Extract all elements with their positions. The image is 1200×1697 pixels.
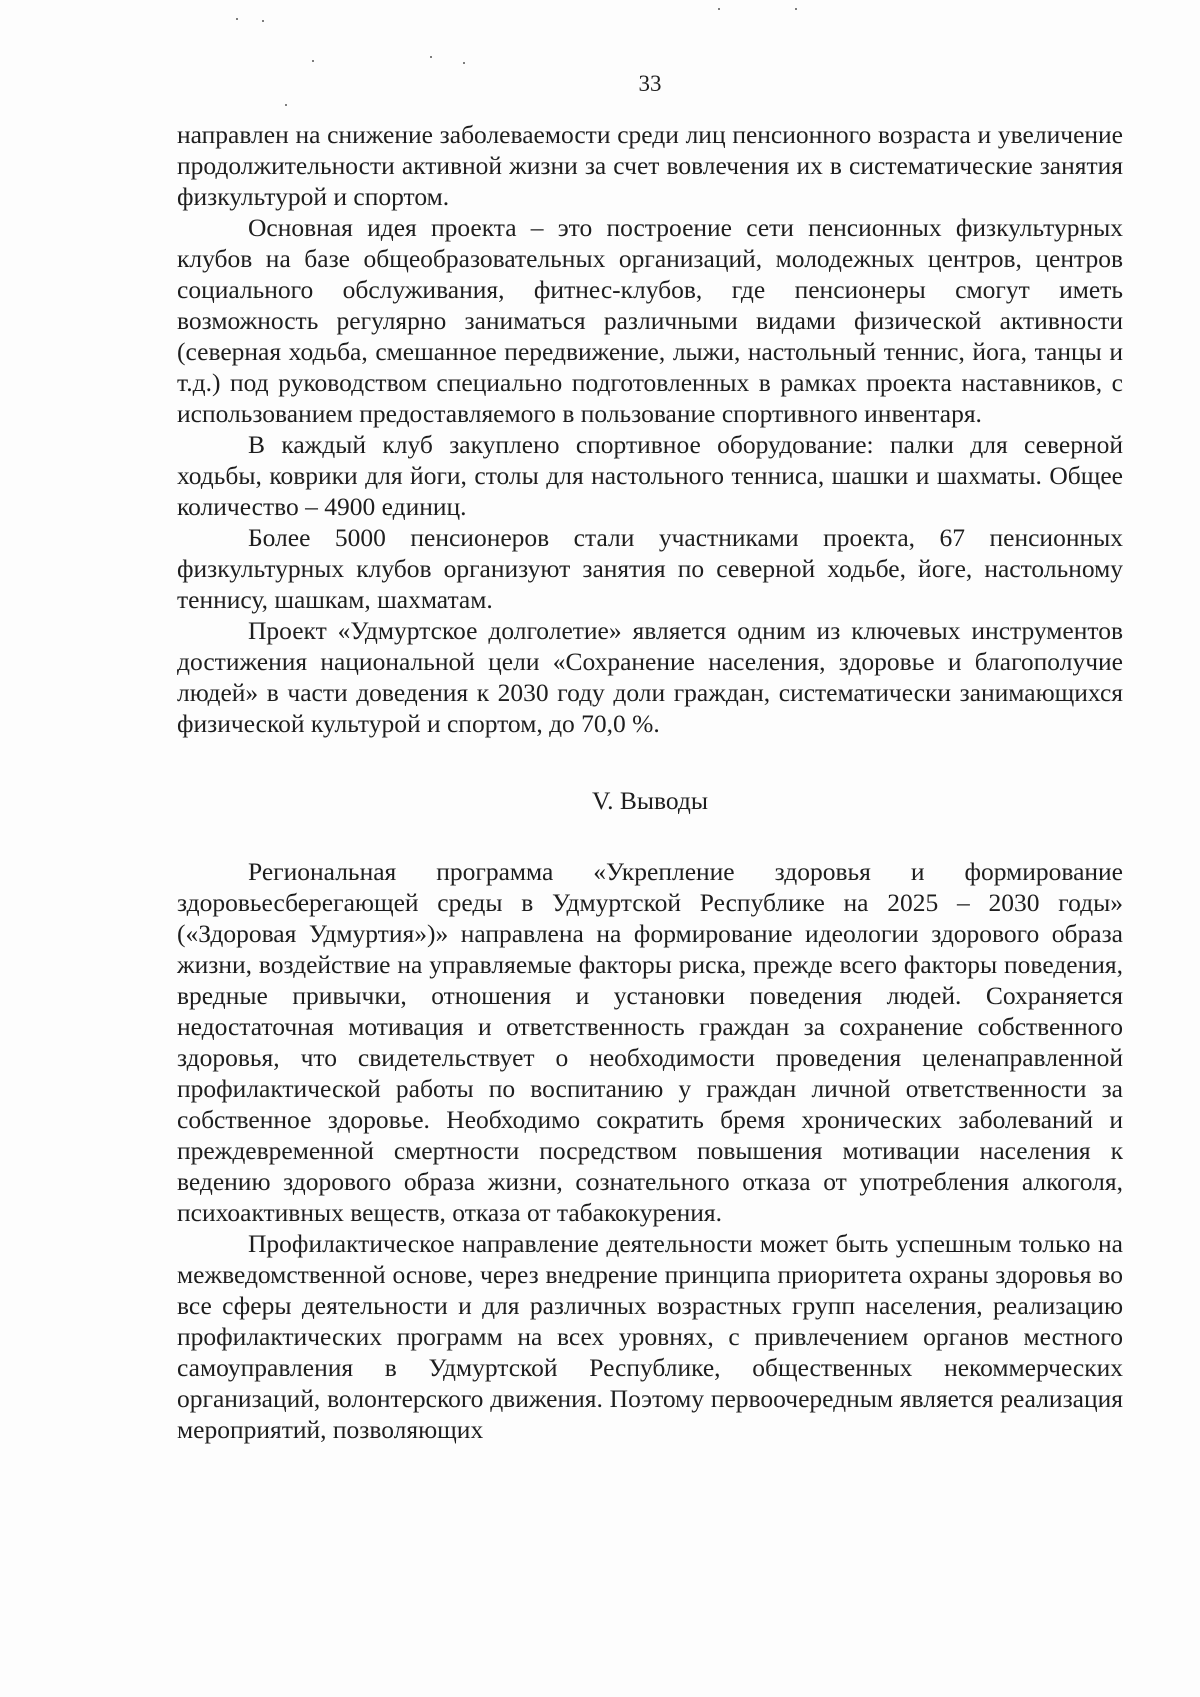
scan-speck [236, 18, 238, 20]
scan-speck [795, 8, 797, 10]
paragraph: Профилактическое направление деятельности может быть успешным только на межведомственной основе, через внедрение принципа приоритета охраны здоровья во все сферы деятельности и для различных возрастных групп населения, реализацию профилактических программ на всех уровнях, с привлечением органов местного самоуправления в Удмуртской Республике, общественных некоммерческих организаций, волонтерского движения. Поэтому первоочередным является реализация мероприятий, позволяющих [177, 1229, 1123, 1444]
paragraph: Региональная программа «Укрепление здоровья и формирование здоровьесберегающей среды в Удмуртской Республике на 2025 – 2030 годы» («Здоровая Удмуртия»)» направлена на формирование идеологии здорового образа жизни, воздействие на управляемые факторы риска, прежде всего факторы поведения, вредные привычки, отношения и установки поведения людей. Сохраняется недостаточная мотивация и ответственность граждан за сохранение собственного здоровья, что свидетельствует о необходимости проведения целенаправленной профилактической работы по воспитанию у граждан личной ответственности за собственное здоровье. Необходимо сократить бремя хронических заболеваний и преждевременной смертности посредством повышения мотивации населения к ведению здорового образа жизни, сознательного отказа от употребления алкоголя, психоактивных веществ, отказа от табакокурения. [177, 857, 1123, 1227]
paragraph: Основная идея проекта – это построение сети пенсионных физкультурных клубов на базе общеобразовательных организаций, молодежных центров, центров социального обслуживания, фитнес-клубов, где пенсионеры смогут иметь возможность регулярно заниматься различными видами физической активности (северная ходьба, смешанное передвижение, лыжи, настольный теннис, йога, танцы и т.д.) под руководством специально подготовленных в рамках проекта наставников, с использованием предоставляемого в пользование спортивного инвентаря. [177, 213, 1123, 428]
body-text [177, 119, 1123, 1445]
section-heading: V. Выводы [591, 786, 708, 815]
paragraph: В каждый клуб закуплено спортивное оборудование: палки для северной ходьбы, коврики для йоги, столы для настольного тенниса, шашки и шахматы. Общее количество – 4900 единиц. [177, 430, 1123, 521]
scan-speck [262, 20, 264, 22]
scan-speck [285, 104, 287, 106]
paragraph: Более 5000 пенсионеров стали участниками проекта, 67 пенсионных физкультурных клубов организуют занятия по северной ходьбе, йоге, настольному теннису, шашкам, шахматам. [177, 523, 1123, 614]
scan-speck [463, 62, 465, 64]
scan-speck [312, 60, 314, 62]
scan-speck [430, 56, 432, 58]
scan-speck [718, 8, 720, 10]
paragraph: Проект «Удмуртское долголетие» является одним из ключевых инструментов достижения национальной цели «Сохранение населения, здоровье и благополучие людей» в части доведения к 2030 году доли граждан, систематически занимающихся физической культурой и спортом, до 70,0 %. [177, 616, 1123, 738]
page-number: 33 [638, 71, 662, 96]
paragraph: направлен на снижение заболеваемости среди лиц пенсионного возраста и увеличение продолжительности активной жизни за счет вовлечения их в систематические занятия физкультурой и спортом. [177, 120, 1123, 211]
